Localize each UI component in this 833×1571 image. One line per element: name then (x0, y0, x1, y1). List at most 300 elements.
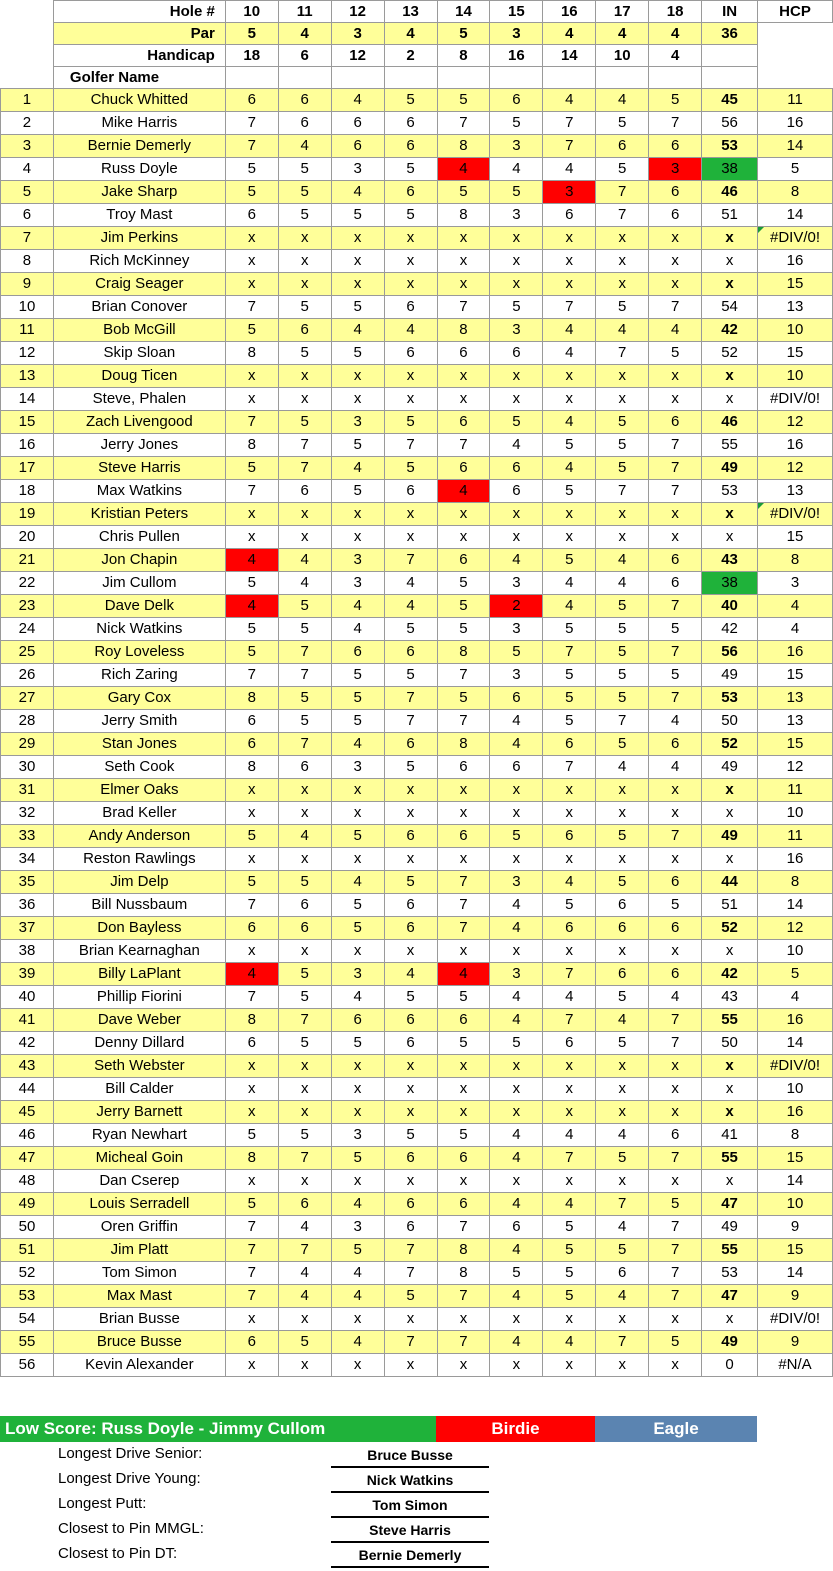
score-cell[interactable]: 7 (543, 756, 596, 779)
score-cell[interactable]: 5 (543, 687, 596, 710)
score-cell[interactable]: 5 (490, 411, 543, 434)
score-cell[interactable]: 5 (543, 618, 596, 641)
score-cell[interactable]: 7 (225, 296, 278, 319)
handicap-cell[interactable]: 10 (596, 45, 649, 67)
hcp-cell[interactable]: 5 (758, 963, 833, 986)
in-total-cell[interactable]: 49 (702, 1216, 758, 1239)
score-cell[interactable]: 6 (384, 641, 437, 664)
score-cell[interactable]: 7 (596, 181, 649, 204)
score-cell[interactable]: 4 (490, 1009, 543, 1032)
empty-cell[interactable] (331, 67, 384, 89)
hcp-cell[interactable]: #N/A (758, 1354, 833, 1377)
empty-cell[interactable] (543, 67, 596, 89)
score-cell[interactable]: x (225, 526, 278, 549)
score-cell[interactable]: x (331, 1055, 384, 1078)
score-cell[interactable]: x (437, 1308, 490, 1331)
in-total-cell[interactable]: 44 (702, 871, 758, 894)
score-cell[interactable]: x (384, 940, 437, 963)
score-cell[interactable]: 4 (490, 917, 543, 940)
score-cell[interactable]: x (649, 940, 702, 963)
score-cell[interactable]: 7 (437, 1285, 490, 1308)
hcp-cell[interactable]: #DIV/0! (758, 227, 833, 250)
row-number-cell[interactable]: 43 (1, 1055, 54, 1078)
in-total-cell[interactable]: x (702, 250, 758, 273)
golfer-name-cell[interactable]: Nick Watkins (53, 618, 225, 641)
score-cell[interactable]: 5 (649, 1193, 702, 1216)
score-cell[interactable]: 4 (649, 756, 702, 779)
score-cell[interactable]: 5 (490, 296, 543, 319)
score-cell[interactable]: 7 (384, 687, 437, 710)
score-cell[interactable]: 3 (490, 135, 543, 158)
score-cell[interactable]: 4 (490, 158, 543, 181)
score-cell[interactable]: 5 (596, 595, 649, 618)
row-number-cell[interactable]: 37 (1, 917, 54, 940)
golfer-name-cell[interactable]: Kevin Alexander (53, 1354, 225, 1377)
score-cell[interactable]: x (437, 1170, 490, 1193)
score-cell[interactable]: 6 (437, 411, 490, 434)
score-cell[interactable]: 6 (437, 342, 490, 365)
golfer-name-cell[interactable]: Troy Mast (53, 204, 225, 227)
score-cell[interactable]: 7 (543, 963, 596, 986)
hcp-cell[interactable]: 15 (758, 664, 833, 687)
score-cell[interactable]: 4 (278, 135, 331, 158)
score-cell[interactable]: 5 (596, 825, 649, 848)
score-cell[interactable]: x (490, 1170, 543, 1193)
row-number-cell[interactable]: 46 (1, 1124, 54, 1147)
golfer-name-cell[interactable]: Chuck Whitted (53, 89, 225, 112)
score-cell[interactable]: 5 (278, 411, 331, 434)
hcp-cell[interactable]: 9 (758, 1331, 833, 1354)
score-cell[interactable]: x (331, 365, 384, 388)
empty-cell[interactable] (278, 67, 331, 89)
score-cell[interactable]: 5 (331, 434, 384, 457)
golfer-name-cell[interactable]: Craig Seager (53, 273, 225, 296)
score-cell[interactable]: x (384, 388, 437, 411)
hcp-cell[interactable]: 13 (758, 710, 833, 733)
in-total-cell[interactable]: x (702, 273, 758, 296)
score-cell[interactable]: x (225, 503, 278, 526)
hcp-cell[interactable]: 16 (758, 434, 833, 457)
score-cell[interactable]: 7 (649, 1032, 702, 1055)
handicap-cell[interactable]: 2 (384, 45, 437, 67)
score-cell[interactable]: 6 (596, 963, 649, 986)
score-cell[interactable]: 4 (490, 894, 543, 917)
score-cell[interactable]: 5 (384, 457, 437, 480)
par-cell[interactable]: 4 (384, 23, 437, 45)
in-total-cell[interactable]: x (702, 503, 758, 526)
score-cell[interactable]: x (596, 1101, 649, 1124)
score-cell[interactable]: x (278, 802, 331, 825)
score-cell[interactable]: 5 (437, 572, 490, 595)
score-cell[interactable]: 6 (437, 1147, 490, 1170)
score-cell[interactable]: x (331, 503, 384, 526)
score-cell[interactable]: 7 (225, 135, 278, 158)
score-cell[interactable]: 7 (543, 1009, 596, 1032)
score-cell[interactable]: 7 (596, 342, 649, 365)
score-cell[interactable]: 5 (649, 618, 702, 641)
in-total-cell[interactable]: 56 (702, 641, 758, 664)
score-cell[interactable]: 5 (384, 1285, 437, 1308)
in-total-cell[interactable]: x (702, 1170, 758, 1193)
score-cell[interactable]: 6 (596, 917, 649, 940)
score-cell[interactable]: 6 (543, 917, 596, 940)
score-cell[interactable]: 4 (490, 1285, 543, 1308)
golfer-name-cell[interactable]: Tom Simon (53, 1262, 225, 1285)
row-number-cell[interactable]: 50 (1, 1216, 54, 1239)
score-cell[interactable]: 4 (543, 986, 596, 1009)
score-cell[interactable]: 7 (437, 894, 490, 917)
award-winner[interactable]: Tom Simon (331, 1494, 489, 1518)
handicap-cell[interactable]: 8 (437, 45, 490, 67)
score-cell[interactable]: x (596, 1078, 649, 1101)
score-cell[interactable]: x (649, 1354, 702, 1377)
golfer-name-cell[interactable]: Dan Cserep (53, 1170, 225, 1193)
score-cell[interactable]: 4 (490, 1124, 543, 1147)
score-cell[interactable]: x (596, 1354, 649, 1377)
score-cell[interactable]: 7 (225, 112, 278, 135)
score-cell[interactable]: 6 (437, 457, 490, 480)
score-cell[interactable]: x (596, 250, 649, 273)
score-cell[interactable]: 7 (384, 1239, 437, 1262)
score-cell[interactable]: 5 (596, 158, 649, 181)
score-cell[interactable]: 7 (437, 112, 490, 135)
score-cell[interactable]: 6 (649, 411, 702, 434)
score-cell[interactable]: x (490, 388, 543, 411)
score-cell[interactable]: 6 (490, 342, 543, 365)
handicap-cell[interactable]: 4 (649, 45, 702, 67)
score-cell[interactable]: 6 (543, 204, 596, 227)
score-cell[interactable]: 3 (490, 204, 543, 227)
in-total-cell[interactable]: 51 (702, 894, 758, 917)
golfer-name-cell[interactable]: Chris Pullen (53, 526, 225, 549)
in-total-cell[interactable]: x (702, 848, 758, 871)
in-total-cell[interactable]: 51 (702, 204, 758, 227)
score-cell[interactable]: x (331, 273, 384, 296)
score-cell[interactable]: x (437, 1101, 490, 1124)
hcp-cell[interactable]: 16 (758, 250, 833, 273)
score-cell[interactable]: 6 (543, 825, 596, 848)
score-cell[interactable]: 4 (543, 1331, 596, 1354)
score-cell[interactable]: 7 (649, 1216, 702, 1239)
score-cell[interactable]: 5 (543, 1216, 596, 1239)
score-cell[interactable]: x (331, 940, 384, 963)
score-cell[interactable]: x (649, 365, 702, 388)
score-cell[interactable]: 3 (331, 549, 384, 572)
score-cell[interactable]: 4 (225, 595, 278, 618)
empty-cell[interactable] (702, 67, 758, 89)
hcp-cell[interactable]: 14 (758, 204, 833, 227)
score-cell[interactable]: 6 (225, 710, 278, 733)
hcp-cell[interactable]: 15 (758, 1239, 833, 1262)
score-cell[interactable]: x (596, 802, 649, 825)
par-cell[interactable]: 5 (437, 23, 490, 45)
score-cell[interactable]: 4 (278, 1262, 331, 1285)
score-cell[interactable]: 5 (543, 664, 596, 687)
row-number-cell[interactable]: 26 (1, 664, 54, 687)
score-cell[interactable]: 6 (278, 112, 331, 135)
score-cell[interactable]: 5 (490, 181, 543, 204)
score-cell[interactable]: 4 (596, 549, 649, 572)
score-cell[interactable]: 7 (278, 457, 331, 480)
score-cell[interactable]: 5 (490, 641, 543, 664)
golfer-name-cell[interactable]: Doug Ticen (53, 365, 225, 388)
hcp-cell[interactable]: 15 (758, 1147, 833, 1170)
score-cell[interactable]: x (225, 250, 278, 273)
score-cell[interactable]: x (437, 779, 490, 802)
score-cell[interactable]: 4 (437, 480, 490, 503)
golfer-name-cell[interactable]: Steve, Phalen (53, 388, 225, 411)
score-cell[interactable]: 4 (331, 1193, 384, 1216)
score-cell[interactable]: 5 (596, 1147, 649, 1170)
score-cell[interactable]: x (437, 273, 490, 296)
hcp-cell[interactable]: 10 (758, 802, 833, 825)
score-cell[interactable]: 6 (384, 1147, 437, 1170)
score-cell[interactable]: x (384, 848, 437, 871)
score-cell[interactable]: 6 (278, 894, 331, 917)
score-cell[interactable]: 5 (278, 595, 331, 618)
par-cell[interactable]: 3 (331, 23, 384, 45)
row-number-cell[interactable]: 4 (1, 158, 54, 181)
score-cell[interactable]: 7 (596, 710, 649, 733)
score-cell[interactable]: x (278, 1055, 331, 1078)
score-cell[interactable]: 6 (225, 1032, 278, 1055)
row-number-cell[interactable]: 7 (1, 227, 54, 250)
score-cell[interactable]: 4 (543, 158, 596, 181)
score-cell[interactable]: x (596, 503, 649, 526)
golfer-name-cell[interactable]: Elmer Oaks (53, 779, 225, 802)
score-cell[interactable]: 6 (225, 204, 278, 227)
score-cell[interactable]: 7 (649, 687, 702, 710)
score-cell[interactable]: x (437, 1354, 490, 1377)
score-cell[interactable]: x (649, 250, 702, 273)
score-cell[interactable]: 6 (649, 181, 702, 204)
row-number-cell[interactable]: 12 (1, 342, 54, 365)
score-cell[interactable]: 6 (225, 733, 278, 756)
score-cell[interactable]: x (384, 250, 437, 273)
hcp-cell[interactable]: 16 (758, 112, 833, 135)
score-cell[interactable]: x (437, 1078, 490, 1101)
in-total-cell[interactable]: 45 (702, 89, 758, 112)
score-cell[interactable]: 7 (649, 1147, 702, 1170)
score-cell[interactable]: 5 (331, 296, 384, 319)
score-cell[interactable]: x (649, 1055, 702, 1078)
score-cell[interactable]: 4 (543, 1193, 596, 1216)
score-cell[interactable]: 8 (225, 434, 278, 457)
score-cell[interactable]: 5 (331, 1239, 384, 1262)
score-cell[interactable]: 6 (225, 917, 278, 940)
score-cell[interactable]: x (331, 250, 384, 273)
score-cell[interactable]: x (490, 503, 543, 526)
score-cell[interactable]: 6 (225, 1331, 278, 1354)
score-cell[interactable]: 4 (331, 871, 384, 894)
score-cell[interactable]: x (596, 779, 649, 802)
golfer-name-cell[interactable]: Micheal Goin (53, 1147, 225, 1170)
row-number-cell[interactable]: 9 (1, 273, 54, 296)
score-cell[interactable]: 7 (437, 296, 490, 319)
score-cell[interactable]: 6 (490, 1216, 543, 1239)
hcp-cell[interactable]: 12 (758, 457, 833, 480)
score-cell[interactable]: x (543, 1055, 596, 1078)
score-cell[interactable]: 5 (596, 296, 649, 319)
score-cell[interactable]: 6 (384, 1193, 437, 1216)
score-cell[interactable]: x (278, 250, 331, 273)
score-cell[interactable]: 7 (543, 1147, 596, 1170)
score-cell[interactable]: 4 (543, 457, 596, 480)
score-cell[interactable]: 5 (596, 112, 649, 135)
hcp-cell[interactable]: 12 (758, 411, 833, 434)
score-cell[interactable]: x (225, 779, 278, 802)
in-total-cell[interactable]: 38 (702, 158, 758, 181)
score-cell[interactable]: 3 (331, 1216, 384, 1239)
score-cell[interactable]: x (225, 1055, 278, 1078)
in-total-cell[interactable]: 56 (702, 112, 758, 135)
score-cell[interactable]: 5 (225, 825, 278, 848)
row-number-cell[interactable]: 2 (1, 112, 54, 135)
score-cell[interactable]: 5 (384, 871, 437, 894)
hole-11-header[interactable]: 11 (278, 1, 331, 23)
hcp-cell[interactable]: 8 (758, 871, 833, 894)
score-cell[interactable]: 6 (384, 181, 437, 204)
in-total-cell[interactable]: 53 (702, 687, 758, 710)
golfer-name-cell[interactable]: Gary Cox (53, 687, 225, 710)
in-total-cell[interactable]: 50 (702, 710, 758, 733)
score-cell[interactable]: 4 (490, 1147, 543, 1170)
score-cell[interactable]: x (649, 848, 702, 871)
golfer-name-cell[interactable]: Andy Anderson (53, 825, 225, 848)
handicap-cell[interactable] (702, 45, 758, 67)
score-cell[interactable]: 4 (331, 618, 384, 641)
score-cell[interactable]: 6 (384, 917, 437, 940)
score-cell[interactable]: x (384, 227, 437, 250)
score-cell[interactable]: 5 (596, 733, 649, 756)
score-cell[interactable]: 4 (490, 733, 543, 756)
hcp-cell[interactable]: 16 (758, 1101, 833, 1124)
score-cell[interactable]: 5 (225, 572, 278, 595)
score-cell[interactable]: 5 (225, 641, 278, 664)
golfer-name-cell[interactable]: Rich Zaring (53, 664, 225, 687)
par-total-cell[interactable]: 36 (702, 23, 758, 45)
row-number-cell[interactable]: 23 (1, 595, 54, 618)
score-cell[interactable]: 8 (437, 135, 490, 158)
in-total-cell[interactable]: x (702, 1055, 758, 1078)
hcp-cell[interactable]: 11 (758, 89, 833, 112)
score-cell[interactable]: 7 (225, 1285, 278, 1308)
score-cell[interactable]: 4 (384, 963, 437, 986)
score-cell[interactable]: 4 (225, 963, 278, 986)
score-cell[interactable]: 7 (596, 480, 649, 503)
score-cell[interactable]: 8 (437, 319, 490, 342)
golfer-name-cell[interactable]: Jim Cullom (53, 572, 225, 595)
in-total-cell[interactable]: 42 (702, 319, 758, 342)
score-cell[interactable]: x (278, 940, 331, 963)
in-total-cell[interactable]: 53 (702, 480, 758, 503)
golfer-name-cell[interactable]: Jerry Jones (53, 434, 225, 457)
score-cell[interactable]: 4 (490, 1193, 543, 1216)
score-cell[interactable]: 5 (437, 181, 490, 204)
golfer-name-cell[interactable]: Bill Nussbaum (53, 894, 225, 917)
score-cell[interactable]: x (331, 388, 384, 411)
score-cell[interactable]: 4 (543, 411, 596, 434)
score-cell[interactable]: x (490, 1078, 543, 1101)
score-cell[interactable]: x (437, 940, 490, 963)
in-total-cell[interactable]: 52 (702, 342, 758, 365)
score-cell[interactable]: 6 (384, 733, 437, 756)
score-cell[interactable]: 6 (596, 135, 649, 158)
row-number-cell[interactable]: 34 (1, 848, 54, 871)
score-cell[interactable]: x (384, 273, 437, 296)
score-cell[interactable]: 6 (437, 825, 490, 848)
score-cell[interactable]: 7 (596, 1193, 649, 1216)
row-number-cell[interactable]: 14 (1, 388, 54, 411)
score-cell[interactable]: x (331, 1308, 384, 1331)
score-cell[interactable]: x (384, 1354, 437, 1377)
score-cell[interactable]: 7 (225, 1262, 278, 1285)
score-cell[interactable]: x (649, 779, 702, 802)
row-number-cell[interactable]: 53 (1, 1285, 54, 1308)
row-number-cell[interactable]: 49 (1, 1193, 54, 1216)
par-cell[interactable]: 4 (278, 23, 331, 45)
score-cell[interactable]: 5 (437, 89, 490, 112)
row-number-cell[interactable]: 51 (1, 1239, 54, 1262)
row-number-cell[interactable]: 11 (1, 319, 54, 342)
score-cell[interactable]: 7 (437, 1331, 490, 1354)
score-cell[interactable]: 5 (384, 986, 437, 1009)
handicap-cell[interactable]: 12 (331, 45, 384, 67)
score-cell[interactable]: x (225, 848, 278, 871)
score-cell[interactable]: 3 (490, 319, 543, 342)
score-cell[interactable]: 5 (384, 204, 437, 227)
score-cell[interactable]: 5 (596, 457, 649, 480)
hole-16-header[interactable]: 16 (543, 1, 596, 23)
score-cell[interactable]: 5 (384, 1124, 437, 1147)
score-cell[interactable]: x (543, 503, 596, 526)
score-cell[interactable]: 7 (384, 434, 437, 457)
score-cell[interactable]: x (278, 1078, 331, 1101)
score-cell[interactable]: 6 (490, 457, 543, 480)
score-cell[interactable]: 5 (543, 1285, 596, 1308)
score-cell[interactable]: x (225, 227, 278, 250)
hcp-cell[interactable]: 15 (758, 342, 833, 365)
score-cell[interactable]: x (543, 779, 596, 802)
hcp-header[interactable]: HCP (758, 1, 833, 23)
hcp-cell[interactable]: 11 (758, 779, 833, 802)
score-cell[interactable]: 8 (437, 1239, 490, 1262)
score-cell[interactable]: x (490, 779, 543, 802)
golfer-name-cell[interactable]: Louis Serradell (53, 1193, 225, 1216)
score-cell[interactable]: x (649, 388, 702, 411)
score-cell[interactable]: 5 (543, 894, 596, 917)
row-number-cell[interactable]: 5 (1, 181, 54, 204)
score-cell[interactable]: 6 (384, 1032, 437, 1055)
score-cell[interactable]: x (331, 848, 384, 871)
in-total-cell[interactable]: 53 (702, 135, 758, 158)
empty-cell[interactable] (649, 67, 702, 89)
score-cell[interactable]: 5 (543, 434, 596, 457)
score-cell[interactable]: 5 (278, 963, 331, 986)
score-cell[interactable]: 5 (437, 618, 490, 641)
score-cell[interactable]: 5 (596, 664, 649, 687)
row-number-cell[interactable]: 45 (1, 1101, 54, 1124)
score-cell[interactable]: x (331, 779, 384, 802)
score-cell[interactable]: 6 (278, 1193, 331, 1216)
score-cell[interactable]: x (278, 227, 331, 250)
handicap-cell[interactable]: 14 (543, 45, 596, 67)
score-cell[interactable]: x (278, 848, 331, 871)
row-number-cell[interactable]: 16 (1, 434, 54, 457)
score-cell[interactable]: 6 (490, 687, 543, 710)
award-winner[interactable]: Steve Harris (331, 1519, 489, 1543)
in-total-cell[interactable]: 47 (702, 1285, 758, 1308)
